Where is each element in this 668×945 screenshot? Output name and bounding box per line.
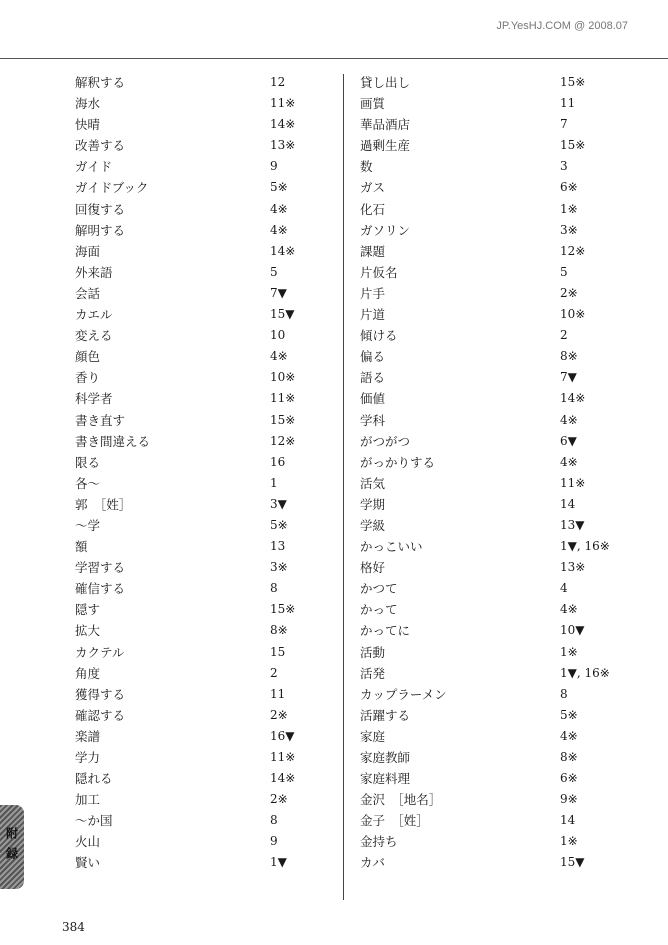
index-entry [75,388,335,409]
entry-lesson-ref: 16 [270,454,286,469]
entry-lesson-ref: 13※ [560,560,586,575]
entry-lesson-ref: 15※ [560,75,586,89]
entry-lesson-ref: 4 [560,581,568,596]
entry-word: 確信する [75,581,126,597]
entry-lesson-ref: 1※ [560,644,578,659]
entry-word: 確認する [75,707,126,723]
entry-lesson-ref: 4※ [560,728,578,743]
entry-word: カップラーメン [360,686,447,702]
index-entry [75,72,335,93]
index-entry [75,578,335,599]
index-entry [75,810,335,831]
entry-word: 回復する [75,201,126,217]
entry-lesson-ref: 16▼ [270,728,295,743]
entry-word: 化石 [360,201,386,217]
index-entry [360,410,650,431]
index-entry [75,494,335,515]
entry-word: 変える [75,328,113,344]
index-entry [360,578,650,599]
entry-word: がっかりする [360,454,436,470]
entry-lesson-ref: 1※ [560,834,578,849]
entry-lesson-ref: 5 [560,264,568,279]
entry-word: 加工 [75,792,101,808]
entry-lesson-ref: 2※ [270,792,288,807]
entry-word: 格好 [360,560,386,576]
entry-lesson-ref: 9 [270,159,278,174]
entry-lesson-ref: 3 [560,159,568,174]
index-entry [75,156,335,177]
entry-word: 拡大 [75,623,101,639]
entry-word: 海水 [75,96,101,112]
entry-word: カクテル [75,644,125,660]
index-entry [360,536,650,557]
column-divider [343,74,344,900]
entry-word: ガソリン [360,222,411,238]
entry-lesson-ref: 1 [270,475,278,490]
entry-lesson-ref: 13▼ [560,517,585,532]
entry-word: 各～ [75,475,101,491]
entry-lesson-ref: 1※ [560,201,578,216]
entry-word: ～か国 [75,813,113,829]
entry-lesson-ref: 5※ [270,180,288,195]
index-entry [75,536,335,557]
index-entry [360,156,650,177]
index-entry [360,199,650,220]
entry-lesson-ref: 8 [270,581,278,596]
index-entry [75,262,335,283]
entry-word: 片仮名 [360,264,398,280]
index-entry [75,515,335,536]
index-entry [360,367,650,388]
entry-word: 学級 [360,517,386,533]
entry-word: がつがつ [360,433,411,449]
entry-word: 賢い [75,855,101,871]
entry-word: 語る [360,370,386,386]
index-entry [360,241,650,262]
entry-lesson-ref: 5 [270,264,278,279]
entry-lesson-ref: 4※ [270,349,288,364]
entry-lesson-ref: 9※ [560,792,578,807]
entry-lesson-ref: 1▼ [270,855,287,870]
entry-lesson-ref: 11※ [270,391,296,406]
entry-word: 偏る [360,349,386,365]
entry-word: 家庭料理 [360,771,411,787]
index-entry [75,367,335,388]
index-entry [360,663,650,684]
entry-word: 学期 [360,496,386,512]
entry-word: 片手 [360,285,386,301]
entry-lesson-ref: 15 [270,644,286,659]
entry-lesson-ref: 11※ [270,96,296,111]
entry-word: 学習する [75,560,126,576]
index-entry [75,599,335,620]
index-entry [75,135,335,156]
entry-word: 学力 [75,750,101,765]
entry-lesson-ref: 5※ [560,707,578,722]
watermark: JP.YesHJ.COM @ 2008.07 [496,20,628,32]
index-entry [360,599,650,620]
index-entry [360,768,650,789]
index-entry [75,199,335,220]
entry-word: 角度 [75,665,101,681]
index-entry [360,135,650,156]
entry-word: 獲得する [75,686,126,702]
entry-word: かつて [360,581,398,597]
index-entry [75,684,335,705]
entry-word: 解釈する [75,75,126,90]
index-entry [360,642,650,663]
entry-word: 華品酒店 [360,117,411,133]
index-entry [360,93,650,114]
index-entry [360,72,650,93]
index-entry [75,304,335,325]
entry-lesson-ref: 8※ [560,349,578,364]
entry-lesson-ref: 15※ [270,412,296,427]
index-entry [360,852,650,873]
entry-lesson-ref: 14 [560,496,576,511]
entry-lesson-ref: 2※ [270,707,288,722]
entry-lesson-ref: 6※ [560,180,578,195]
entry-word: かってに [360,623,411,639]
entry-lesson-ref: 6▼ [560,433,577,448]
entry-word: 活発 [360,665,386,681]
entry-word: 金持ち [360,834,398,850]
index-entry [75,747,335,768]
entry-word: 顔色 [75,349,101,365]
entry-word: 火山 [75,834,101,850]
index-entry [75,114,335,135]
entry-lesson-ref: 10※ [270,370,296,385]
index-entry [75,431,335,452]
entry-lesson-ref: 13 [270,539,286,554]
entry-word: 学科 [360,412,386,428]
entry-lesson-ref: 15▼ [270,307,295,322]
entry-lesson-ref: 4※ [270,201,288,216]
entry-word: かっこいい [360,539,423,555]
entry-word: ガス [360,180,386,196]
entry-lesson-ref: 15※ [560,138,586,153]
index-entry [360,262,650,283]
entry-word: 過剰生産 [360,138,411,154]
entry-word: 数 [360,159,373,175]
entry-word: 活気 [360,475,386,491]
index-entry [360,304,650,325]
entry-word: 金子 ［姓］ [360,813,429,829]
entry-word: 海面 [75,243,101,259]
entry-lesson-ref: 11※ [270,750,296,764]
entry-word: 価値 [360,391,386,407]
entry-word: 金沢 ［地名］ [360,792,442,808]
entry-lesson-ref: 11 [270,686,286,701]
index-entry [360,810,650,831]
entry-lesson-ref: 3※ [270,560,288,575]
entry-lesson-ref: 8※ [270,623,288,638]
entry-word: 香り [75,370,101,386]
index-entry [75,642,335,663]
index-entry [75,93,335,114]
entry-word: 貸し出し [360,75,411,90]
index-entry [75,768,335,789]
entry-lesson-ref: 7 [560,117,568,132]
entry-word: 外来語 [75,264,113,280]
index-entry [360,177,650,198]
index-entry [75,410,335,431]
index-entry [360,431,650,452]
entry-word: 快晴 [75,117,101,133]
index-entry [75,346,335,367]
entry-lesson-ref: 4※ [560,412,578,427]
index-entry [360,515,650,536]
entry-lesson-ref: 1▼, 16※ [560,539,610,554]
index-entry [360,388,650,409]
index-entry [75,620,335,641]
entry-word: カエル [75,307,113,323]
index-entry [75,705,335,726]
index-entry [360,557,650,578]
entry-lesson-ref: 8 [270,813,278,828]
index-entry [75,852,335,873]
entry-word: 限る [75,454,101,470]
index-entry [360,705,650,726]
index-entry [360,325,650,346]
entry-lesson-ref: 3▼ [270,496,287,511]
entry-word: 解明する [75,222,126,238]
entry-word: 活動 [360,644,386,660]
entry-word: 傾ける [360,328,398,344]
entry-word: 家庭 [360,728,386,744]
index-entry [75,557,335,578]
index-entry [75,283,335,304]
entry-lesson-ref: 12※ [560,243,586,258]
index-entry [75,831,335,852]
entry-lesson-ref: 14※ [560,391,586,406]
header-rule [0,58,668,59]
entry-lesson-ref: 2※ [560,285,578,300]
appendix-side-tab: 附録 [0,805,24,889]
entry-lesson-ref: 1▼, 16※ [560,665,610,680]
index-entry [75,663,335,684]
index-entry [360,494,650,515]
entry-word: 隠す [75,602,101,618]
entry-word: 書き間違える [75,433,151,449]
entry-lesson-ref: 7▼ [270,285,287,300]
index-entry [360,747,650,768]
entry-word: 科学者 [75,391,113,407]
entry-lesson-ref: 11 [560,96,576,111]
index-entry [360,789,650,810]
entry-word: 郭 ［姓］ [75,496,132,512]
entry-lesson-ref: 5※ [270,517,288,532]
entry-lesson-ref: 14 [560,813,576,828]
entry-word: ガイド [75,159,113,175]
index-entry [75,473,335,494]
entry-lesson-ref: 2 [560,328,568,343]
index-entry [360,220,650,241]
entry-lesson-ref: 6※ [560,771,578,786]
index-entry [360,452,650,473]
index-entry [75,177,335,198]
index-entry [360,473,650,494]
entry-lesson-ref: 8※ [560,750,578,764]
entry-word: ガイドブック [75,180,149,196]
entry-lesson-ref: 10※ [560,307,586,322]
entry-lesson-ref: 14※ [270,771,296,786]
entry-word: 画質 [360,96,386,112]
index-entry [360,620,650,641]
index-entry [75,220,335,241]
entry-word: 書き直す [75,412,126,428]
entry-lesson-ref: 15※ [270,602,296,617]
entry-word: ～学 [75,517,101,533]
entry-word: 活躍する [360,707,411,723]
index-entry [75,726,335,747]
entry-lesson-ref: 14※ [270,243,296,258]
entry-lesson-ref: 7▼ [560,370,577,385]
entry-lesson-ref: 9 [270,834,278,849]
entry-lesson-ref: 10▼ [560,623,585,638]
entry-word: 額 [75,539,88,555]
index-entry [75,789,335,810]
entry-word: 会話 [75,285,101,301]
entry-word: 隠れる [75,771,113,787]
index-entry [360,346,650,367]
entry-lesson-ref: 14※ [270,117,296,132]
entry-lesson-ref: 11※ [560,475,586,490]
entry-word: かって [360,602,398,618]
entry-lesson-ref: 15▼ [560,855,585,870]
entry-lesson-ref: 3※ [560,222,578,237]
page-number: 384 [62,920,85,934]
index-entry [75,241,335,262]
right-column [360,72,650,874]
entry-lesson-ref: 12※ [270,433,296,448]
entry-lesson-ref: 4※ [560,602,578,617]
index-entry [75,452,335,473]
entry-word: 楽譜 [75,728,101,744]
entry-lesson-ref: 4※ [270,222,288,237]
index-entry [360,283,650,304]
index-entry [360,684,650,705]
index-entry [360,726,650,747]
entry-lesson-ref: 12 [270,75,286,89]
index-entry [360,831,650,852]
entry-word: 家庭教師 [360,750,411,765]
entry-lesson-ref: 2 [270,665,278,680]
entry-lesson-ref: 13※ [270,138,296,153]
index-entry [75,325,335,346]
entry-lesson-ref: 4※ [560,454,578,469]
entry-lesson-ref: 8 [560,686,568,701]
entry-word: 片道 [360,307,386,323]
index-entry [360,114,650,135]
entry-word: 改善する [75,138,126,154]
entry-word: カバ [360,855,386,871]
left-column [75,72,335,874]
entry-word: 課題 [360,243,386,259]
entry-lesson-ref: 10 [270,328,286,343]
